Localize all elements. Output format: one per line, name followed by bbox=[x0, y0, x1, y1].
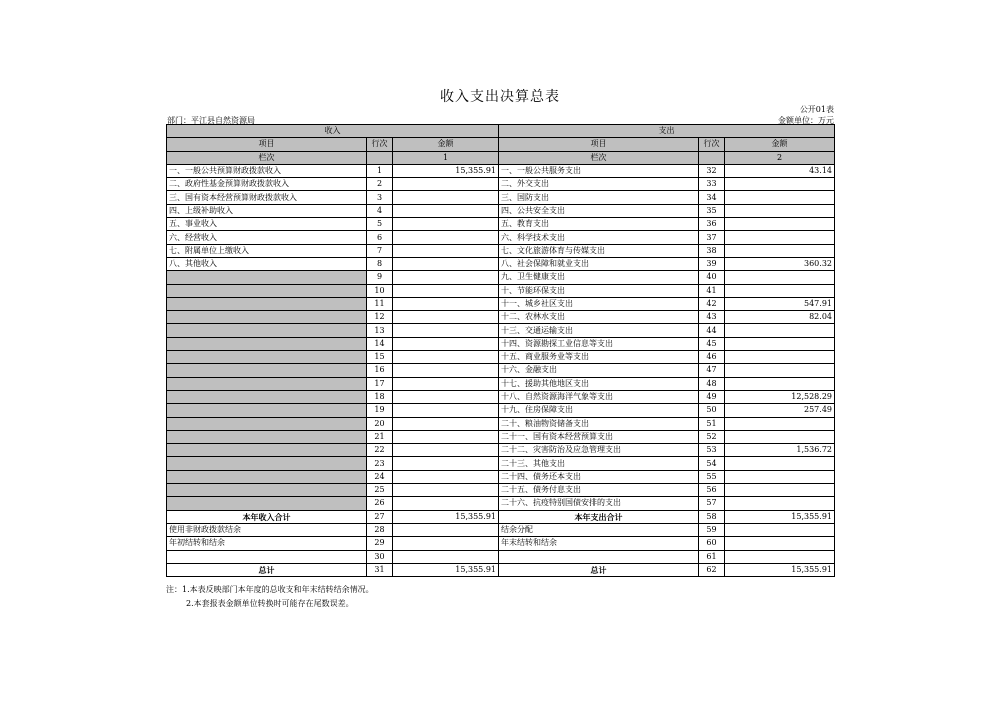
income-row-no: 12 bbox=[367, 311, 393, 324]
expense-item: 二十、粮油物资储备支出 bbox=[499, 417, 699, 430]
income-item-header: 项目 bbox=[167, 138, 367, 151]
year-total-row bbox=[167, 510, 835, 523]
income-item bbox=[167, 444, 367, 457]
income-item: 六、经营收入 bbox=[167, 231, 367, 244]
income-amount bbox=[393, 484, 499, 497]
income-item bbox=[167, 430, 367, 443]
income-item: 八、其他收入 bbox=[167, 257, 367, 270]
income-amount bbox=[393, 178, 499, 191]
expense-row-no: 40 bbox=[699, 271, 725, 284]
expense-item: 二十三、其他支出 bbox=[499, 457, 699, 470]
expense-column-label: 栏次 bbox=[499, 151, 699, 164]
expense-item: 七、文化旅游体育与传媒支出 bbox=[499, 244, 699, 257]
income-row-no: 31 bbox=[367, 563, 393, 576]
expense-amount bbox=[725, 337, 835, 350]
income-row-no: 4 bbox=[367, 204, 393, 217]
expense-item: 十一、城乡社区支出 bbox=[499, 297, 699, 310]
income-item: 使用非财政拨款结余 bbox=[167, 523, 367, 536]
expense-item: 年末结转和结余 bbox=[499, 537, 699, 550]
income-row-no: 21 bbox=[367, 430, 393, 443]
expense-amount bbox=[725, 178, 835, 191]
expense-amount bbox=[725, 484, 835, 497]
income-amount bbox=[393, 337, 499, 350]
grand-total-row bbox=[167, 563, 835, 576]
income-item bbox=[167, 417, 367, 430]
expense-amount bbox=[725, 284, 835, 297]
table-row bbox=[167, 484, 835, 497]
expense-amount: 43.14 bbox=[725, 164, 835, 177]
income-row-no: 14 bbox=[367, 337, 393, 350]
income-row-no: 25 bbox=[367, 484, 393, 497]
income-item bbox=[167, 284, 367, 297]
income-column-blank bbox=[367, 151, 393, 164]
table-row bbox=[167, 351, 835, 364]
expense-item: 十九、住房保障支出 bbox=[499, 404, 699, 417]
expense-row-no: 51 bbox=[699, 417, 725, 430]
section-header-row bbox=[167, 125, 835, 138]
income-amount bbox=[393, 417, 499, 430]
income-row-no: 1 bbox=[367, 164, 393, 177]
income-row-no: 8 bbox=[367, 257, 393, 270]
income-item: 四、上级补助收入 bbox=[167, 204, 367, 217]
expense-row-no: 58 bbox=[699, 510, 725, 523]
table-row bbox=[167, 364, 835, 377]
income-amount bbox=[393, 537, 499, 550]
table-row bbox=[167, 257, 835, 270]
expense-amount: 257.49 bbox=[725, 404, 835, 417]
table-row bbox=[167, 244, 835, 257]
expense-row-no: 61 bbox=[699, 550, 725, 563]
income-item bbox=[167, 484, 367, 497]
table-row bbox=[167, 404, 835, 417]
income-amount bbox=[393, 457, 499, 470]
income-amount bbox=[393, 377, 499, 390]
expense-column-number: 2 bbox=[725, 151, 835, 164]
income-item bbox=[167, 377, 367, 390]
expense-row-no: 41 bbox=[699, 284, 725, 297]
income-amount bbox=[393, 271, 499, 284]
expense-amount bbox=[725, 204, 835, 217]
expense-item: 一、一般公共服务支出 bbox=[499, 164, 699, 177]
expense-amount: 547.91 bbox=[725, 297, 835, 310]
income-amount bbox=[393, 231, 499, 244]
income-item bbox=[167, 550, 367, 563]
income-row-no: 13 bbox=[367, 324, 393, 337]
expense-item: 十六、金融支出 bbox=[499, 364, 699, 377]
expense-item: 本年支出合计 bbox=[499, 510, 699, 523]
income-row-no: 16 bbox=[367, 364, 393, 377]
expense-item: 二十四、债务还本支出 bbox=[499, 470, 699, 483]
table-row bbox=[167, 377, 835, 390]
expense-item: 六、科学技术支出 bbox=[499, 231, 699, 244]
income-amount bbox=[393, 497, 499, 510]
summary-table bbox=[166, 124, 835, 577]
income-row-no: 9 bbox=[367, 271, 393, 284]
income-item: 本年收入合计 bbox=[167, 510, 367, 523]
expense-row-no: 56 bbox=[699, 484, 725, 497]
expense-row-no: 52 bbox=[699, 430, 725, 443]
expense-row-no: 49 bbox=[699, 390, 725, 403]
expense-item-header: 项目 bbox=[499, 138, 699, 151]
income-amount bbox=[393, 257, 499, 270]
expense-item: 四、公共安全支出 bbox=[499, 204, 699, 217]
income-row-no: 17 bbox=[367, 377, 393, 390]
income-amount bbox=[393, 351, 499, 364]
income-amount bbox=[393, 311, 499, 324]
expense-amount bbox=[725, 351, 835, 364]
column-index-row bbox=[167, 151, 835, 164]
expense-rowno-header: 行次 bbox=[699, 138, 725, 151]
expense-row-no: 59 bbox=[699, 523, 725, 536]
income-header: 收入 bbox=[167, 125, 499, 138]
notes bbox=[166, 583, 374, 611]
income-item: 年初结转和结余 bbox=[167, 537, 367, 550]
page-title: 收入支出决算总表 bbox=[440, 89, 560, 105]
expense-amount: 15,355.91 bbox=[725, 563, 835, 576]
expense-row-no: 60 bbox=[699, 537, 725, 550]
expense-amount bbox=[725, 523, 835, 536]
income-row-no: 19 bbox=[367, 404, 393, 417]
expense-item: 结余分配 bbox=[499, 523, 699, 536]
expense-item: 八、社会保障和就业支出 bbox=[499, 257, 699, 270]
income-amount bbox=[393, 297, 499, 310]
table-row bbox=[167, 191, 835, 204]
income-row-no: 23 bbox=[367, 457, 393, 470]
income-amount bbox=[393, 550, 499, 563]
income-item: 三、国有资本经营预算财政拨款收入 bbox=[167, 191, 367, 204]
table-row bbox=[167, 271, 835, 284]
expense-row-no: 34 bbox=[699, 191, 725, 204]
table-row bbox=[167, 550, 835, 563]
table-row bbox=[167, 457, 835, 470]
expense-amount bbox=[725, 537, 835, 550]
income-item bbox=[167, 324, 367, 337]
expense-amount bbox=[725, 417, 835, 430]
income-row-no: 29 bbox=[367, 537, 393, 550]
form-number: 公开01表 bbox=[799, 105, 834, 114]
income-amount: 15,355.91 bbox=[393, 164, 499, 177]
income-row-no: 24 bbox=[367, 470, 393, 483]
income-item bbox=[167, 311, 367, 324]
income-amount bbox=[393, 390, 499, 403]
income-row-no: 28 bbox=[367, 523, 393, 536]
income-row-no: 7 bbox=[367, 244, 393, 257]
income-row-no: 22 bbox=[367, 444, 393, 457]
expense-header: 支出 bbox=[499, 125, 835, 138]
income-item bbox=[167, 297, 367, 310]
expense-row-no: 42 bbox=[699, 297, 725, 310]
table-row bbox=[167, 470, 835, 483]
expense-item: 二、外交支出 bbox=[499, 178, 699, 191]
income-amount bbox=[393, 191, 499, 204]
note-1: 注：1.本表反映部门本年度的总收支和年末结转结余情况。 bbox=[166, 585, 374, 594]
expense-item: 十、节能环保支出 bbox=[499, 284, 699, 297]
income-amount bbox=[393, 430, 499, 443]
expense-row-no: 44 bbox=[699, 324, 725, 337]
expense-row-no: 54 bbox=[699, 457, 725, 470]
table-row bbox=[167, 297, 835, 310]
table-row bbox=[167, 164, 835, 177]
expense-amount: 15,355.91 bbox=[725, 510, 835, 523]
income-item: 二、政府性基金预算财政拨款收入 bbox=[167, 178, 367, 191]
expense-amount bbox=[725, 231, 835, 244]
income-amount bbox=[393, 404, 499, 417]
table-row bbox=[167, 390, 835, 403]
income-item bbox=[167, 457, 367, 470]
expense-row-no: 45 bbox=[699, 337, 725, 350]
expense-row-no: 35 bbox=[699, 204, 725, 217]
expense-item: 十八、自然资源海洋气象等支出 bbox=[499, 390, 699, 403]
income-row-no: 5 bbox=[367, 218, 393, 231]
expense-row-no: 62 bbox=[699, 563, 725, 576]
expense-row-no: 47 bbox=[699, 364, 725, 377]
table-row bbox=[167, 444, 835, 457]
table-row bbox=[167, 430, 835, 443]
expense-item: 十七、援助其他地区支出 bbox=[499, 377, 699, 390]
expense-row-no: 38 bbox=[699, 244, 725, 257]
income-item: 一、一般公共预算财政拨款收入 bbox=[167, 164, 367, 177]
expense-amount bbox=[725, 457, 835, 470]
income-amount bbox=[393, 364, 499, 377]
expense-row-no: 39 bbox=[699, 257, 725, 270]
expense-row-no: 43 bbox=[699, 311, 725, 324]
expense-amount bbox=[725, 244, 835, 257]
expense-item: 二十二、灾害防治及应急管理支出 bbox=[499, 444, 699, 457]
income-amount bbox=[393, 470, 499, 483]
expense-item bbox=[499, 550, 699, 563]
table-row bbox=[167, 204, 835, 217]
income-row-no: 30 bbox=[367, 550, 393, 563]
unit-label: 金额单位：万元 bbox=[778, 116, 834, 125]
income-amount bbox=[393, 444, 499, 457]
expense-row-no: 32 bbox=[699, 164, 725, 177]
income-rowno-header: 行次 bbox=[367, 138, 393, 151]
table-row bbox=[167, 231, 835, 244]
expense-amount bbox=[725, 364, 835, 377]
expense-item: 九、卫生健康支出 bbox=[499, 271, 699, 284]
expense-row-no: 48 bbox=[699, 377, 725, 390]
expense-row-no: 53 bbox=[699, 444, 725, 457]
income-item: 五、事业收入 bbox=[167, 218, 367, 231]
expense-item: 五、教育支出 bbox=[499, 218, 699, 231]
income-row-no: 20 bbox=[367, 417, 393, 430]
expense-column-blank bbox=[699, 151, 725, 164]
expense-amount: 12,528.29 bbox=[725, 390, 835, 403]
expense-amount bbox=[725, 470, 835, 483]
expense-amount: 360.32 bbox=[725, 257, 835, 270]
expense-row-no: 50 bbox=[699, 404, 725, 417]
income-item bbox=[167, 364, 367, 377]
table-row bbox=[167, 497, 835, 510]
expense-amount bbox=[725, 191, 835, 204]
income-row-no: 27 bbox=[367, 510, 393, 523]
expense-amount bbox=[725, 497, 835, 510]
table-row bbox=[167, 417, 835, 430]
income-amount: 15,355.91 bbox=[393, 510, 499, 523]
department-label: 部门：平江县自然资源局 bbox=[167, 116, 255, 125]
table-row bbox=[167, 178, 835, 191]
table-row bbox=[167, 284, 835, 297]
income-item bbox=[167, 337, 367, 350]
expense-amount: 1,536.72 bbox=[725, 444, 835, 457]
income-column-label: 栏次 bbox=[167, 151, 367, 164]
expense-amount bbox=[725, 377, 835, 390]
income-item: 七、附属单位上缴收入 bbox=[167, 244, 367, 257]
expense-item: 十三、交通运输支出 bbox=[499, 324, 699, 337]
expense-row-no: 33 bbox=[699, 178, 725, 191]
income-item bbox=[167, 351, 367, 364]
table-row bbox=[167, 523, 835, 536]
expense-amount-header: 金额 bbox=[725, 138, 835, 151]
income-item bbox=[167, 390, 367, 403]
income-row-no: 3 bbox=[367, 191, 393, 204]
expense-item: 二十一、国有资本经营预算支出 bbox=[499, 430, 699, 443]
expense-row-no: 46 bbox=[699, 351, 725, 364]
income-row-no: 11 bbox=[367, 297, 393, 310]
income-amount: 15,355.91 bbox=[393, 563, 499, 576]
table-row bbox=[167, 537, 835, 550]
income-row-no: 2 bbox=[367, 178, 393, 191]
income-row-no: 10 bbox=[367, 284, 393, 297]
expense-amount bbox=[725, 430, 835, 443]
column-header-row bbox=[167, 138, 835, 151]
income-amount-header: 金额 bbox=[393, 138, 499, 151]
expense-item: 十四、资源勘探工业信息等支出 bbox=[499, 337, 699, 350]
income-item bbox=[167, 470, 367, 483]
table-row bbox=[167, 324, 835, 337]
expense-amount: 82.04 bbox=[725, 311, 835, 324]
table-row bbox=[167, 218, 835, 231]
expense-item: 总计 bbox=[499, 563, 699, 576]
table-row bbox=[167, 311, 835, 324]
expense-amount bbox=[725, 324, 835, 337]
income-row-no: 6 bbox=[367, 231, 393, 244]
income-amount bbox=[393, 324, 499, 337]
income-amount bbox=[393, 218, 499, 231]
income-row-no: 26 bbox=[367, 497, 393, 510]
expense-row-no: 57 bbox=[699, 497, 725, 510]
income-column-number: 1 bbox=[393, 151, 499, 164]
expense-item: 二十六、抗疫特别国债安排的支出 bbox=[499, 497, 699, 510]
income-amount bbox=[393, 244, 499, 257]
expense-row-no: 37 bbox=[699, 231, 725, 244]
table-row bbox=[167, 337, 835, 350]
income-item: 总计 bbox=[167, 563, 367, 576]
income-item bbox=[167, 271, 367, 284]
expense-item: 十五、商业服务业等支出 bbox=[499, 351, 699, 364]
income-amount bbox=[393, 204, 499, 217]
expense-amount bbox=[725, 550, 835, 563]
expense-amount bbox=[725, 271, 835, 284]
income-row-no: 15 bbox=[367, 351, 393, 364]
income-row-no: 18 bbox=[367, 390, 393, 403]
expense-row-no: 36 bbox=[699, 218, 725, 231]
expense-row-no: 55 bbox=[699, 470, 725, 483]
income-amount bbox=[393, 523, 499, 536]
income-amount bbox=[393, 284, 499, 297]
note-2: 2.本套报表金额单位转换时可能存在尾数误差。 bbox=[186, 599, 354, 608]
expense-amount bbox=[725, 218, 835, 231]
income-item bbox=[167, 404, 367, 417]
expense-item: 二十五、债务付息支出 bbox=[499, 484, 699, 497]
income-item bbox=[167, 497, 367, 510]
expense-item: 三、国防支出 bbox=[499, 191, 699, 204]
expense-item: 十二、农林水支出 bbox=[499, 311, 699, 324]
